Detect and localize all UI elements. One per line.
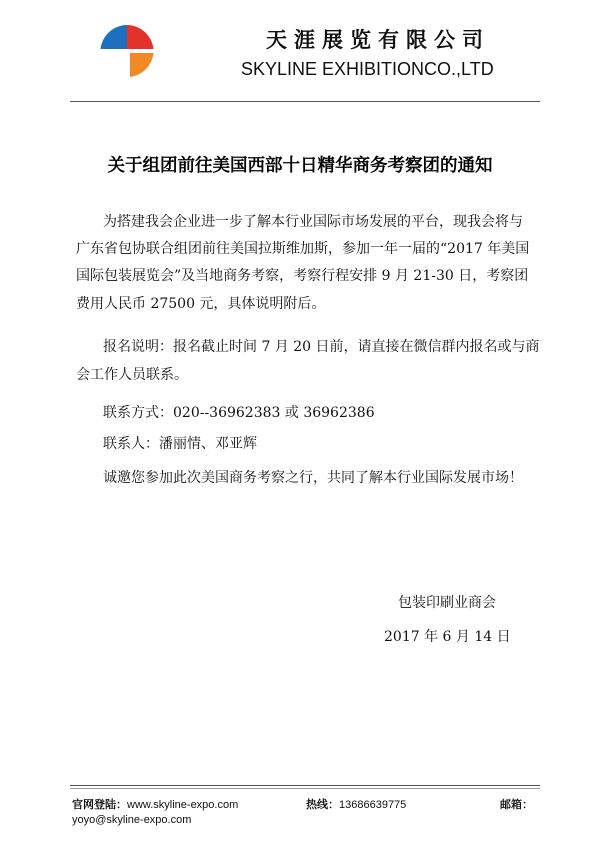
document-title: 关于组团前往美国西部十日精华商务考察团的通知: [107, 156, 493, 176]
footer-hotline: [306, 796, 406, 812]
hotline-label: 热线：: [306, 798, 339, 811]
logo-red-segment: [127, 25, 154, 49]
contact-phone: 联系方式：020--36962383 或 36962386: [103, 405, 375, 421]
contact-person: 联系人：潘丽情、邓亚辉: [103, 436, 257, 452]
closing-sentence: 诚邀您参加此次美国商务考察之行，共同了解本行业国际发展市场！: [103, 470, 523, 486]
body-line-3: 国际包装展览会”及当地商务考察，考察行程安排 9 月 21-30 日，考察团: [76, 268, 529, 284]
footer-email[interactable]: yoyo@skyline-expo.com: [72, 814, 192, 826]
footer-divider-secondary: [70, 788, 540, 789]
body-line-2: 广东省包协联合组团前往美国拉斯维加斯，参加一年一届的“2017 年美国: [76, 241, 530, 257]
logo-orange-segment: [130, 53, 154, 77]
body-line-4: 费用人民币 27500 元，具体说明附后。: [76, 296, 326, 312]
body-line-1: 为搭建我会企业进一步了解本行业国际市场发展的平台，现我会将与: [103, 214, 523, 230]
footer-email-label: [500, 796, 533, 812]
signature-date: 2017 年 6 月 14 日: [384, 629, 511, 645]
company-name-en: SKYLINE EXHIBITIONCO.,LTD: [241, 59, 494, 79]
footer-divider: [70, 785, 540, 786]
signature-organization: 包装印刷业商会: [398, 595, 496, 611]
registration-line-2: 会工作人员联系。: [76, 367, 188, 383]
footer-website: [72, 796, 238, 812]
hotline-number: 13686639775: [339, 799, 407, 811]
registration-line-1: 报名说明：报名截止时间 7 月 20 日前，请直接在微信群内报名或与商: [103, 339, 540, 355]
email-label: 邮箱：: [500, 798, 533, 811]
website-label: 官网登陆：: [72, 798, 127, 811]
company-name-cn: 天涯展览有限公司: [266, 28, 490, 52]
logo-blue-segment: [101, 25, 128, 49]
website-link[interactable]: www.skyline-expo.com: [127, 799, 239, 811]
company-logo: [96, 22, 158, 80]
header-divider: [70, 101, 540, 102]
